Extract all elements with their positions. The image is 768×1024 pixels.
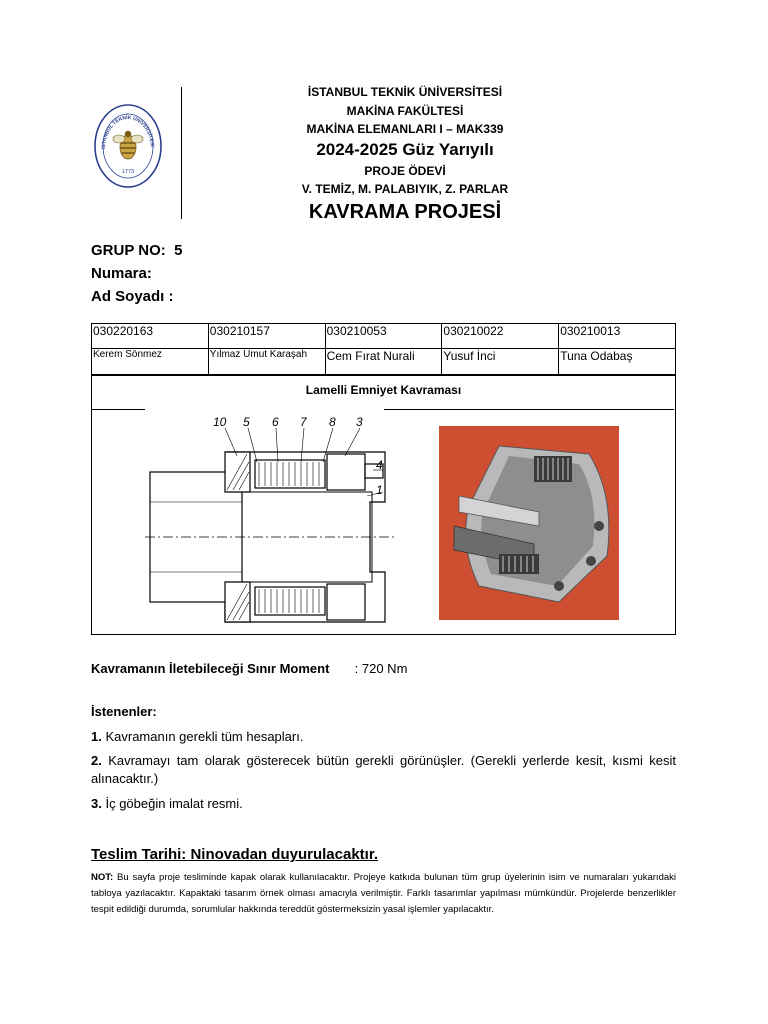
group-number: 5 [174,242,183,259]
group-label: GRUP NO: [91,242,166,259]
group-line [91,242,182,259]
itu-seal-logo [93,103,163,189]
requirement-text: Kavramayı tam olarak gösterecek bütün gerekli görünüşler. (Gerekli yerlerde kesit, kısmi kesit alınacaktır.) [91,753,676,786]
callout-label: 5 [243,415,250,429]
student-name: Cem Fırat Nurali [325,349,442,375]
seal-ring-text: ISTANBUL TEKNİK ÜNİVERSİTESİ [100,114,155,150]
course-name: MAKİNA ELEMANLARI I – MAK339 [306,122,504,136]
requirement-number: 3. [91,796,102,811]
student-name: Yusuf İnci [442,349,559,375]
requirement-text: Kavramanın gerekli tüm hesapları. [105,729,304,744]
moment-label: Kavramanın İletebileceği Sınır Moment [91,661,330,676]
note-label: NOT: [91,872,114,883]
clutch-photo [439,426,619,620]
deadline: Teslim Tarihi: Ninovadan duyurulacaktır. [91,846,379,863]
student-numbers-row [92,324,676,349]
requirement-item [91,728,676,746]
student-names-row [92,349,676,375]
student-number: 030210013 [559,324,676,349]
requirement-item [91,795,676,813]
note-text: Bu sayfa proje tesliminde kapak olarak kullanılacaktır. Projeye katkıda bulunan tüm grup üyelerinin isim ve numaraları yukarıdaki tabloya yazılacaktır. Kapaktaki tasarım örnek olması amacıyla verilmiştir. Farklı tasarımlar yapılması mümkündür. Projelerde benzerlikler tespit edildiği durumda, sorumlular hakkında tereddüt göstermeksizin yasal işlemler yapılacaktır. [91,872,676,915]
requirement-number: 1. [91,729,102,744]
requirement-item [91,752,676,788]
figure-title: Lamelli Emniyet Kavraması [305,383,462,397]
note [91,870,676,918]
callout-label: 8 [329,415,336,429]
student-name: Kerem Sönmez [92,349,209,375]
callout-label: 1 [376,483,383,497]
callout-label: 6 [272,415,279,429]
student-number: 030220163 [92,324,209,349]
figure-title-rule-right [384,409,674,410]
student-name: Tuna Odabaş [559,349,676,375]
term: 2024-2025 Güz Yarıyılı [316,140,494,159]
requirement-number: 2. [91,753,102,768]
callout-label: 3 [356,415,363,429]
faculty-name: MAKİNA FAKÜLTESİ [346,104,464,118]
seal-year: 1773 [121,169,135,175]
student-number: 030210053 [325,324,442,349]
callout-label: 10 [213,415,227,429]
number-label: Numara: [91,265,152,282]
moment-line [91,660,676,678]
callout-label: 4 [376,458,383,472]
assignment-type: PROJE ÖDEVİ [364,164,446,178]
requirements-heading: İstenenler: [91,704,157,719]
student-name: Yılmaz Umut Karaşah [208,349,325,375]
student-number: 030210022 [442,324,559,349]
name-label: Ad Soyadı : [91,288,174,305]
callout-label: 7 [300,415,307,429]
project-title: KAVRAMA PROJESİ [308,201,502,223]
university-name: İSTANBUL TEKNİK ÜNİVERSİTESİ [307,85,503,99]
header-divider [181,87,182,219]
student-number: 030210157 [208,324,325,349]
moment-value: : 720 Nm [354,661,408,676]
students-table [91,323,676,375]
requirement-text: İç göbeğin imalat resmi. [105,796,243,811]
figure-title-rule-left [91,409,145,410]
clutch-section-drawing [145,412,395,627]
instructors: V. TEMİZ, M. PALABIYIK, Z. PARLAR [301,182,509,196]
